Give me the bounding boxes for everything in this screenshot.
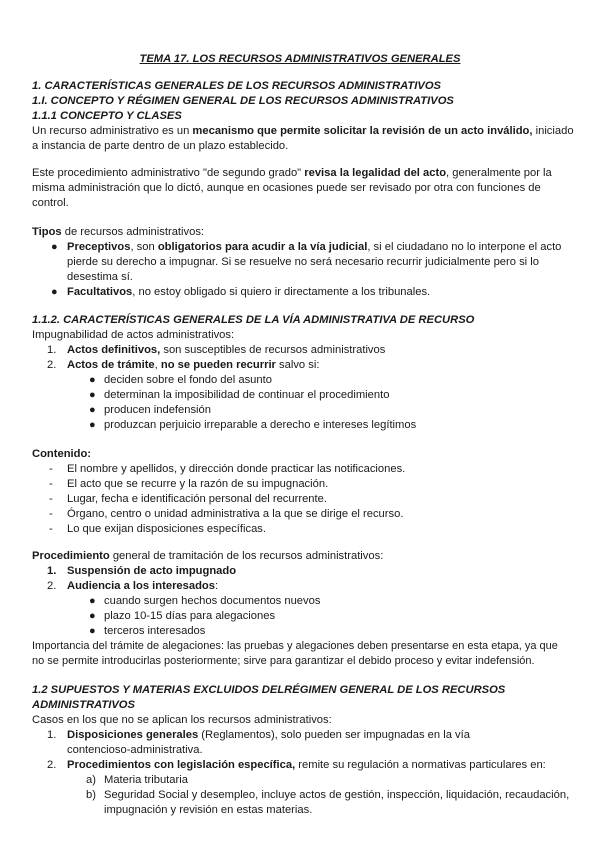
list-item-preceptivos: Preceptivos, son obligatorios para acudir a la vía judicial, si el ciudadano no lo interpone el acto [67, 241, 562, 253]
list-item-actos-definitivos: Actos definitivos, son susceptibles de recursos administrativos [67, 344, 386, 356]
list-item-facultativos: Facultativos, no estoy obligado si quiero ir directamente a los tribunales. [67, 286, 431, 298]
list-item: deciden sobre el fondo del asunto [104, 374, 272, 386]
bullet-icon: ● [89, 625, 96, 637]
list-number: 1. [47, 344, 57, 356]
list-item-actos-tramite: Actos de trámite, no se pueden recurrir salvo si: [67, 359, 320, 371]
bullet-icon: ● [89, 389, 96, 401]
list-item-procedimientos: Procedimientos con legislación específica, remite su regulación a normativas particulares en: [67, 759, 546, 771]
heading-section-1-1-2: 1.1.2. CARACTERÍSTICAS GENERALES DE LA VÍA ADMINISTRATIVA DE RECURSO [32, 314, 475, 326]
list-number: 2. [47, 359, 57, 371]
bullet-icon: ● [51, 286, 58, 298]
list-item: producen indefensión [104, 404, 211, 416]
contenido-heading: Contenido: [32, 448, 92, 460]
list-item-preceptivos-line-3: desestima sí. [67, 271, 133, 283]
dash-icon: - [49, 493, 53, 505]
bullet-icon: ● [89, 595, 96, 607]
dash-icon: - [49, 523, 53, 535]
impugnabilidad-intro: Impugnabilidad de actos administrativos: [32, 329, 235, 341]
procedimiento-intro: Procedimiento general de tramitación de los recursos administrativos: [32, 550, 384, 562]
dash-icon: - [49, 508, 53, 520]
list-item: cuando surgen hechos documentos nuevos [104, 595, 321, 607]
list-item: determinan la imposibilidad de continuar el procedimiento [104, 389, 390, 401]
list-item-seguridad-social: Seguridad Social y desempleo, incluye actos de gestión, inspección, liquidación, recaudación, [104, 789, 570, 801]
list-item: Lo que exijan disposiciones específicas. [67, 523, 267, 535]
list-item: produzcan perjuicio irreparable a derecho e intereses legítimos [104, 419, 417, 431]
heading-section-1-2-line-2: ADMINISTRATIVOS [32, 699, 135, 711]
list-number: 1. [47, 729, 57, 741]
heading-section-1-1: 1.I. CONCEPTO Y RÉGIMEN GENERAL DE LOS RECURSOS ADMINISTRATIVOS [32, 95, 454, 107]
paragraph-procedure: Este procedimiento administrativo "de segundo grado" revisa la legalidad del acto, generalmente por la [32, 167, 552, 179]
bullet-icon: ● [51, 241, 58, 253]
document-title: TEMA 17. LOS RECURSOS ADMINISTRATIVOS GENERALES [139, 53, 461, 65]
bullet-icon: ● [89, 610, 96, 622]
types-intro: Tipos de recursos administrativos: [32, 226, 205, 238]
list-item: plazo 10-15 días para alegaciones [104, 610, 276, 622]
heading-section-1: 1. CARACTERÍSTICAS GENERALES DE LOS RECURSOS ADMINISTRATIVOS [32, 80, 441, 92]
list-item-suspension: Suspensión de acto impugnado [67, 565, 237, 577]
paragraph-definition: Un recurso administrativo es un mecanismo que permite solicitar la revisión de un acto inválido, iniciado [32, 125, 574, 137]
list-item: terceros interesados [104, 625, 206, 637]
casos-intro: Casos en los que no se aplican los recursos administrativos: [32, 714, 332, 726]
list-number: 2. [47, 759, 57, 771]
paragraph-procedure-line-3: control. [32, 197, 69, 209]
list-item-disposiciones-line-2: contencioso-administrativa. [67, 744, 203, 756]
heading-section-1-2: 1.2 SUPUESTOS Y MATERIAS EXCLUIDOS DELRÉGIMEN GENERAL DE LOS RECURSOS [32, 684, 506, 696]
dash-icon: - [49, 478, 53, 490]
list-letter: a) [86, 774, 96, 786]
list-item: El acto que se recurre y la razón de su impugnación. [67, 478, 329, 490]
bullet-icon: ● [89, 404, 96, 416]
list-item: Órgano, centro o unidad administrativa a la que se dirige el recurso. [67, 508, 404, 520]
list-item-seguridad-social-line-2: impugnación y revisión en estas materias. [104, 804, 313, 816]
list-number: 1. [47, 565, 57, 577]
list-item-audiencia: Audiencia a los interesados: [67, 580, 219, 592]
dash-icon: - [49, 463, 53, 475]
list-item-disposiciones: Disposiciones generales (Reglamentos), solo pueden ser impugnadas en la vía [67, 729, 470, 741]
bullet-icon: ● [89, 374, 96, 386]
list-letter: b) [86, 789, 96, 801]
heading-section-1-1-1: 1.1.1 CONCEPTO Y CLASES [32, 110, 182, 122]
bullet-icon: ● [89, 419, 96, 431]
list-item-preceptivos-line-2: pierde su derecho a impugnar. Si se resuelve no será necesario recurrir judicialmente pero si lo [67, 256, 539, 268]
paragraph-definition-line-2: a instancia de parte dentro de un plazo establecido. [32, 140, 289, 152]
list-item: Lugar, fecha e identificación personal del recurrente. [67, 493, 327, 505]
list-item-tributaria: Materia tributaria [104, 774, 188, 786]
list-item: El nombre y apellidos, y dirección donde practicar las notificaciones. [67, 463, 406, 475]
paragraph-procedure-line-2: misma administración que lo dictó, aunque en ocasiones puede ser revisado por otra con funciones de [32, 182, 541, 194]
list-number: 2. [47, 580, 57, 592]
paragraph-importancia: Importancia del trámite de alegaciones: las pruebas y alegaciones deben presentarse en esta etapa, ya que [32, 640, 558, 652]
paragraph-importancia-line-2: no se permite introducirlas posteriormente; sirve para garantizar el debido proceso y evitar indefensión. [32, 655, 535, 667]
